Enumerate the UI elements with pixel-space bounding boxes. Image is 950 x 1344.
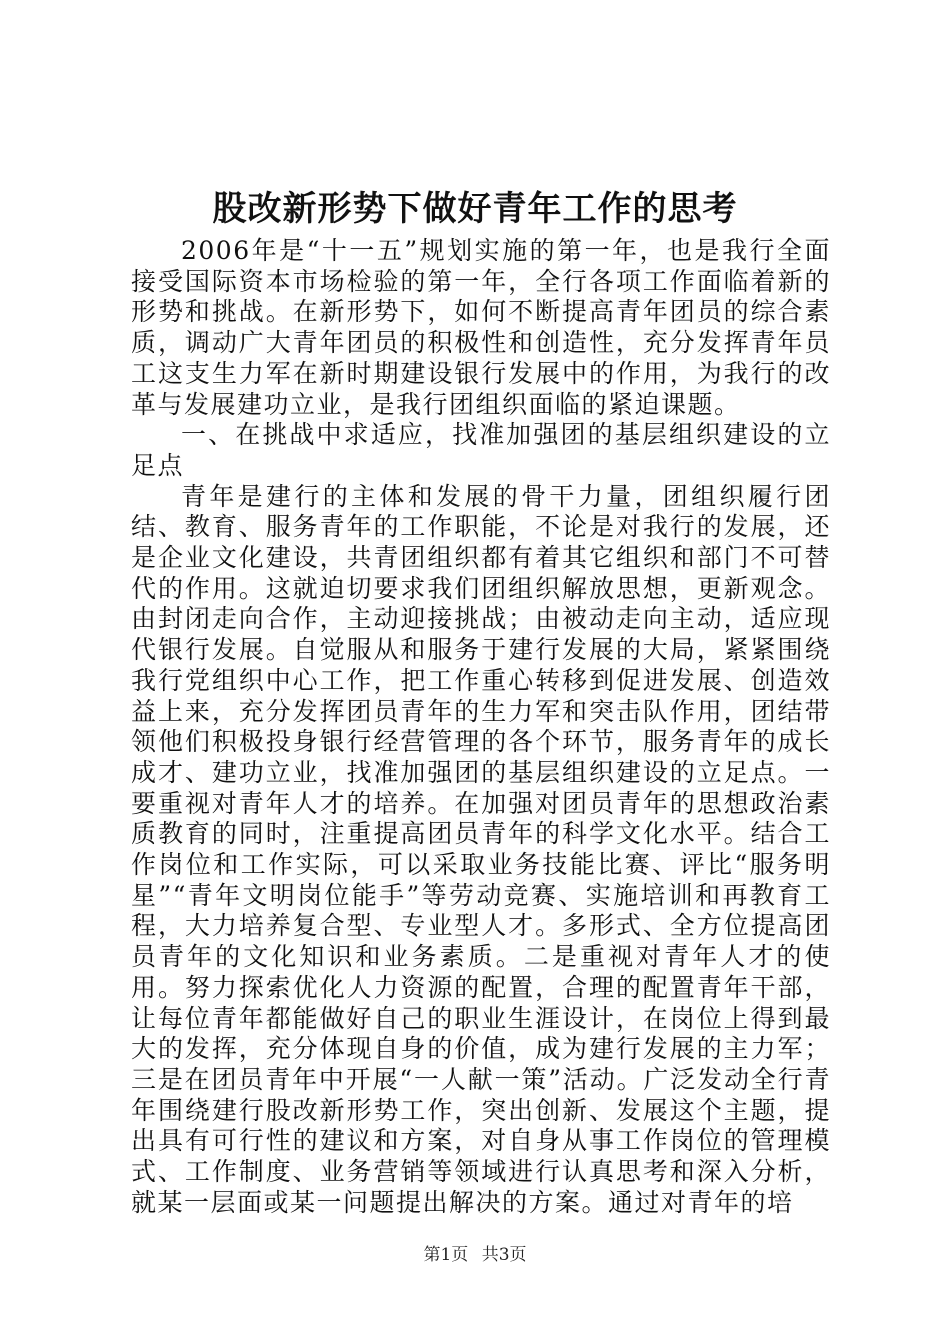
document-body xyxy=(131,236,831,1219)
page-number-current: 第1页 xyxy=(423,1245,469,1265)
paragraph-intro: 2006年是“十一五”规划实施的第一年，也是我行全面接受国际资本市场检验的第一年，全行各项工作面临着新的形势和挑战。在新形势下，如何不断提高青年团员的综合素质，调动广大青年团员的积极性和创造性，充分发挥青年员工这支生力军在新时期建设银行发展中的作用，为我行的改革与发展建功立业，是我行团组织面临的紧迫课题。 xyxy=(131,236,831,419)
page-footer xyxy=(0,1244,950,1266)
section-heading-1: 一、在挑战中求适应，找准加强团的基层组织建设的立足点 xyxy=(131,420,831,480)
paragraph-section-1: 青年是建行的主体和发展的骨干力量，团组织履行团结、教育、服务青年的工作职能，不论是对我行的发展，还是企业文化建设，共青团组织都有着其它组织和部门不可替代的作用。这就迫切要求我们团组织解放思想，更新观念。由封闭走向合作，主动迎接挑战；由被动走向主动，适应现代银行发展。自觉服从和服务于建行发展的大局，紧紧围绕我行党组织中心工作，把工作重心转移到促进发展、创造效益上来，充分发挥团员青年的生力军和突击队作用，团结带领他们积极投身银行经营管理的各个环节，服务青年的成长成才、建功立业，找准加强团的基层组织建设的立足点。一要重视对青年人才的培养。在加强对团员青年的思想政治素质教育的同时，注重提高团员青年的科学文化水平。结合工作岗位和工作实际，可以采取业务技能比赛、评比“服务明星”“青年文明岗位能手”等劳动竞赛、实施培训和再教育工程，大力培养复合型、专业型人才。多形式、全方位提高团员青年的文化知识和业务素质。二是重视对青年人才的使用。努力探索优化人力资源的配置，合理的配置青年干部，让每位青年都能做好自己的职业生涯设计，在岗位上得到最大的发挥，充分体现自身的价值，成为建行发展的主力军；三是在团员青年中开展“一人献一策”活动。广泛发动全行青年围绕建行股改新形势工作，突出创新、发展这个主题，提出具有可行性的建议和方案，对自身从事工作岗位的管理模式、工作制度、业务营销等领域进行认真思考和深入分析，就某一层面或某一问题提出解决的方案。通过对青年的培 xyxy=(131,481,831,1217)
document-title: 股改新形势下做好青年工作的思考 xyxy=(212,189,738,229)
page-number-total: 共3页 xyxy=(481,1245,527,1265)
